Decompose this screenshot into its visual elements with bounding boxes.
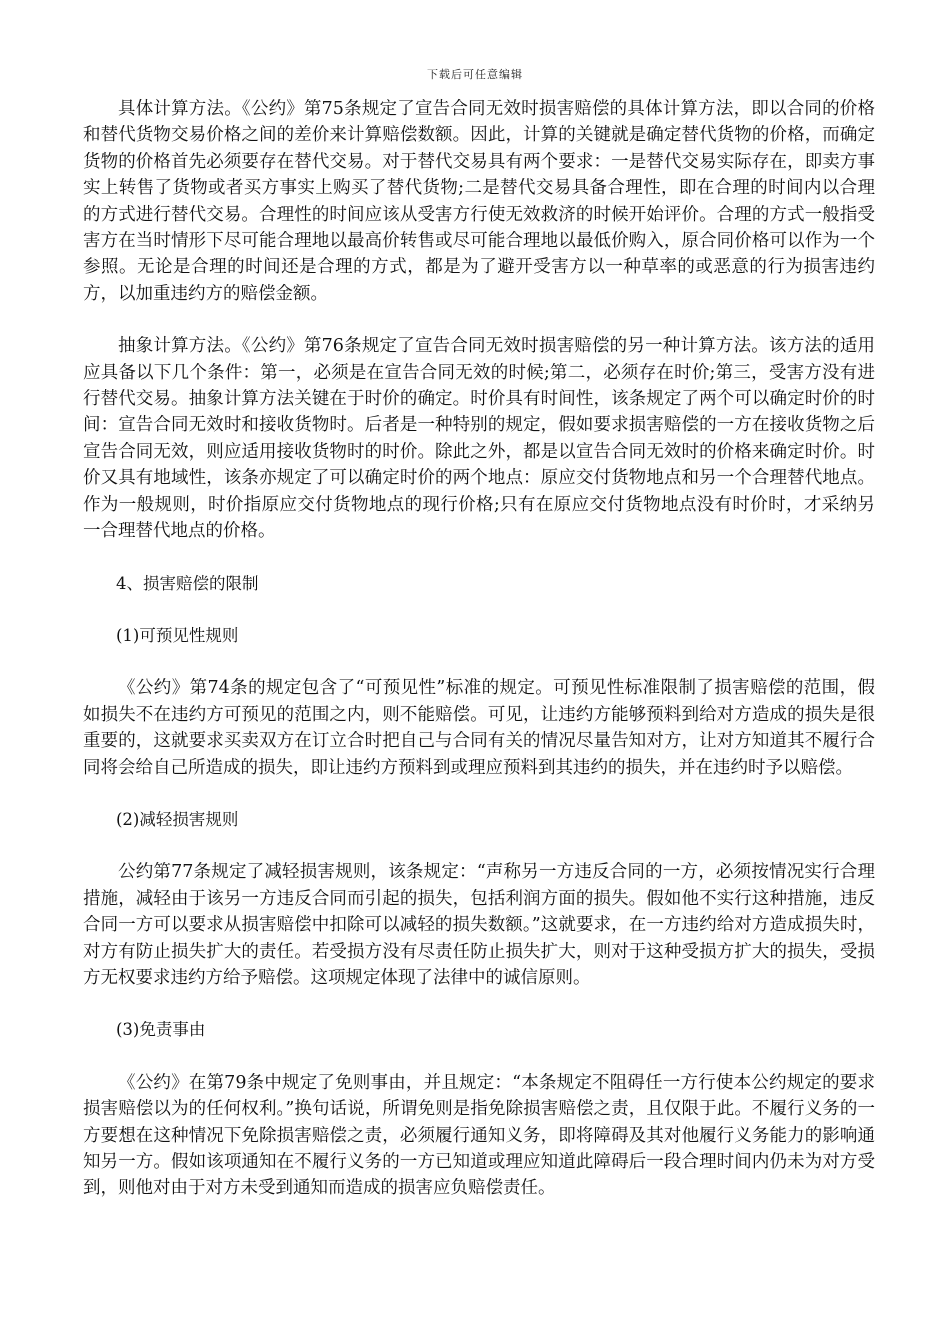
document-body bbox=[83, 96, 875, 1228]
page-header-note: 下载后可任意编辑 bbox=[427, 68, 523, 81]
subheading-mitigation-rule: (2)减轻损害规则 bbox=[116, 809, 239, 829]
paragraph-abstract-calculation: 抽象计算方法。《公约》第76条规定了宣告合同无效时损害赔偿的另一种计算方法。该方法的适用应具备以下几个条件：第一，必须是在宣告合同无效的时候;第二，必须存在时价;第三，受害方没有进行替代交易。抽象计算方法关键在于时价的确定。时价具有时间性，该条规定了两个可以确定时价的时间：宣告合同无效时和接收货物时。后者是一种特别的规定，假如要求损害赔偿的一方在接收货物之后宣告合同无效，则应适用接收货物时的时价。除此之外，都是以宣告合同无效时的价格来确定时价。时价又具有地域性，该条亦规定了可以确定时价的两个地点：原应交付货物地点和另一个合理替代地点。作为一般规则，时价指原应交付货物地点的现行价格;只有在原应交付货物地点没有时价时，才采纳另一合理替代地点的价格。 bbox=[83, 336, 875, 542]
paragraph-concrete-calculation: 具体计算方法。《公约》第75条规定了宣告合同无效时损害赔偿的具体计算方法，即以合同的价格和替代货物交易价格之间的差价来计算赔偿数额。因此，计算的关键就是确定替代货物的价格，而确定货物的价格首先必须要存在替代交易。对于替代交易具有两个要求：一是替代交易实际存在，即卖方事实上转售了货物或者买方事实上购买了替代货物;二是替代交易具备合理性，即在合理的时间内以合理的方式进行替代交易。合理性的时间应该从受害方行使无效救济的时候开始评价。合理的方式一般指受害方在当时情形下尽可能合理地以最高价转售或尽可能合理地以最低价购入，原合同价格可以作为一个参照。无论是合理的时间还是合理的方式，都是为了避开受害方以一种草率的或恶意的行为损害违约方，以加重违约方的赔偿金额。 bbox=[83, 99, 875, 304]
subheading-foreseeability-rule: (1)可预见性规则 bbox=[116, 625, 239, 645]
paragraph-foreseeability: 《公约》第74条的规定包含了“可预见性”标准的规定。可预见性标准限制了损害赔偿的范围，假如损失不在违约方可预见的范围之内，则不能赔偿。可见，让违约方能够预料到给对方造成的损失是很重要的，这就要求买卖双方在订立合时把自己与合同有关的情况尽量告知对方，让对方知道其不履行合同将会给自己所造成的损失，即让违约方预料到或理应预料到其违约的损失，并在违约时予以赔偿。 bbox=[83, 678, 875, 778]
subheading-exemption-grounds: (3)免责事由 bbox=[116, 1020, 206, 1040]
paragraph-exemption: 《公约》在第79条中规定了免则事由，并且规定：“本条规定不阻碍任一方行使本公约规定的要求损害赔偿以为的任何权利。”换句话说，所谓免则是指免除损害赔偿之责，且仅限于此。不履行义务的一方要想在这种情况下免除损害赔偿之责，必须履行通知义务，即将障碍及其对他履行义务能力的影响通知另一方。假如该项通知在不履行义务的一方已知道或理应知道此障碍后一段合理时间内仍未为对方受到，则他对由于对方未受到通知而造成的损害应负赔偿责任。 bbox=[83, 1072, 875, 1199]
paragraph-mitigation: 公约第77条规定了减轻损害规则，该条规定：“声称另一方违反合同的一方，必须按情况实行合理措施，减轻由于该另一方违反合同而引起的损失，包括利润方面的损失。假如他不实行这种措施，违反合同一方可以要求从损害赔偿中扣除可以减轻的损失数额。”这就要求，在一方违约给对方造成损失时，对方有防止损失扩大的责任。若受损方没有尽责任防止损失扩大，则对于这种受损方扩大的损失，受损方无权要求违约方给予赔偿。这项规定体现了法律中的诚信原则。 bbox=[83, 862, 875, 988]
section-heading-damage-limits: 4、损害赔偿的限制 bbox=[116, 573, 259, 593]
